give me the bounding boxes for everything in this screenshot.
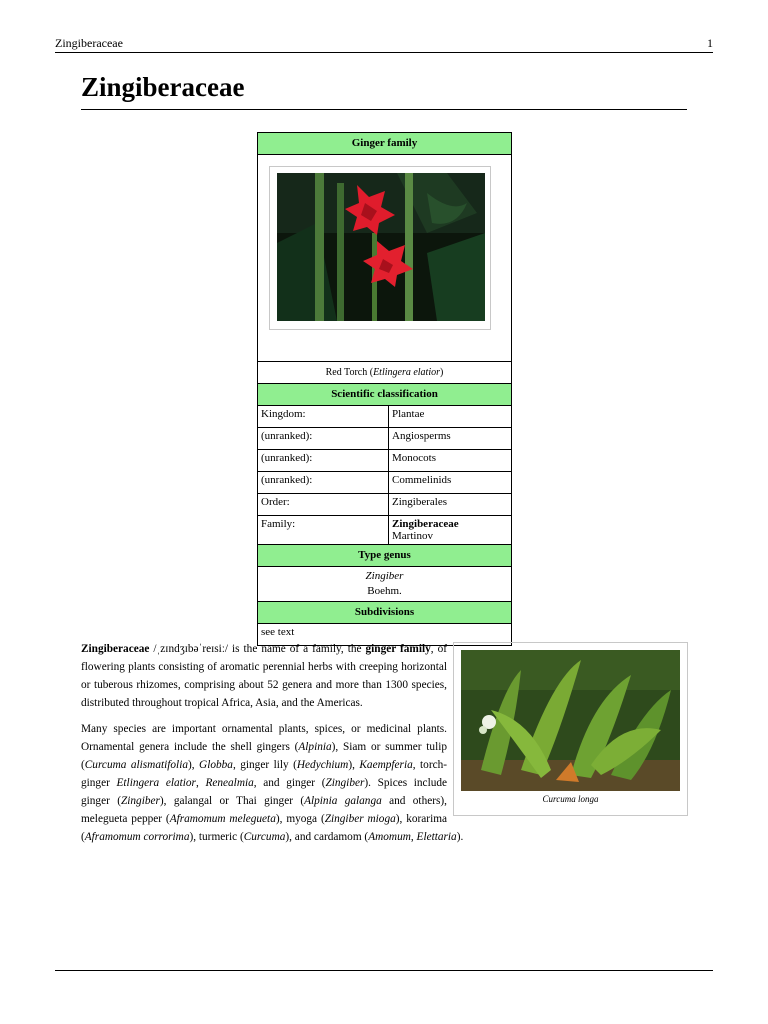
classification-row: Kingdom: Plantae (258, 406, 511, 428)
taxobox-image-cell (258, 155, 511, 362)
taxobox-image-caption: Red Torch (Etlingera elatior) (258, 362, 511, 384)
taxobox-image-frame (269, 166, 491, 330)
page-title: Zingiberaceae (81, 72, 687, 110)
running-header (55, 36, 713, 53)
family-author[interactable]: Martinov (392, 530, 433, 542)
classification-row-family: Family: Zingiberaceae Martinov (258, 516, 511, 545)
type-genus-heading: Type genus (258, 545, 511, 567)
taxobox (257, 132, 512, 646)
scientific-classification-heading: Scientific classification (258, 384, 511, 406)
type-genus-cell (258, 567, 511, 602)
running-title: Zingiberaceae (55, 36, 123, 50)
red-torch-photo[interactable] (277, 173, 485, 321)
family-name: Zingiberaceae (392, 518, 459, 530)
page-number: 1 (707, 36, 713, 50)
paragraph-uses: Many species are important ornamental plants, spices, or medicinal plants. Ornamental genera include the shell gingers (Alpinia), Siam or summer tulip (Curcuma alismatifolia), Globba, ginger lily (Hedychium), Kaempferia, torch-ginger Etlingera elatior, Renealmia, and ginger (Zingiber). Spices include ginger (Zingiber), galangal or Thai ginger (Alpinia galanga and others), melegueta pepper (Aframomum melegueta), myoga (Zingiber mioga), korarima (Aframomum corrorima), turmeric (Curcuma), and cardamom (Amomum, Elettaria). (81, 723, 464, 843)
footer-rule (55, 970, 713, 971)
subdivisions-value: see text (261, 626, 295, 638)
classification-row: Order: Zingiberales (258, 494, 511, 516)
type-genus-author[interactable]: Boehm. (367, 585, 402, 597)
curcuma-caption: Curcuma longa (542, 794, 599, 804)
classification-row: (unranked): Monocots (258, 450, 511, 472)
classification-row: (unranked): Angiosperms (258, 428, 511, 450)
taxobox-heading: Ginger family (258, 133, 511, 155)
type-genus[interactable]: Zingiber (365, 570, 404, 582)
classification-row: (unranked): Commelinids (258, 472, 511, 494)
paragraph-intro: Zingiberaceae /ˌzɪndʒɪbəˈreɪsiː/ is the name of a family, the ginger family, of flowering plants consisting of aromatic perennial herbs with creeping horizontal or tuberous rhizomes, comprising about 52 genera and more than 1300 species, distributed throughout tropical Africa, Asia, and the Americas. (81, 643, 447, 709)
subdivisions-heading: Subdivisions (258, 602, 511, 624)
article-body (81, 640, 687, 854)
